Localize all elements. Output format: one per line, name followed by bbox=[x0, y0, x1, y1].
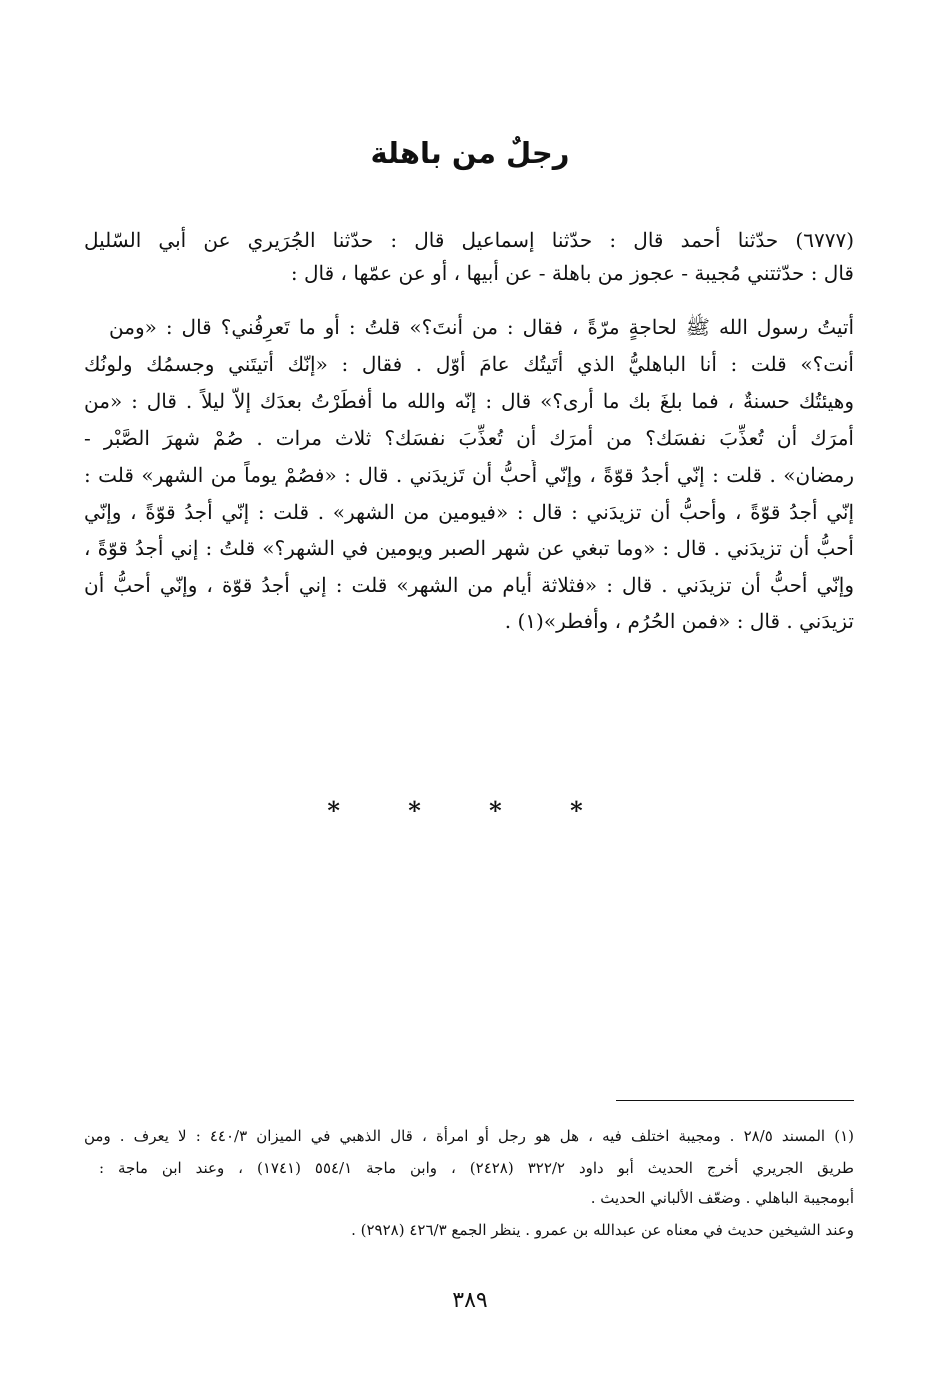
hadith-line: قال : حدّثتني مُجيبة - عجوز من باهلة - عن أبيها ، أو عن عمّها ، قال : bbox=[290, 261, 854, 285]
hadith-line: أنت؟» قلت : أنا الباهليُّ الذي أتَيتُك عامَ أوّل . فقال : «إنّك أتيتَني وجسمُك ولونُك bbox=[84, 352, 854, 376]
page-number: ٣٨٩ bbox=[452, 1288, 488, 1313]
hadith-line: أتيتُ رسول الله ﷺ لحاجةٍ مرّةً ، فقال : من أنتَ؟» قلتُ : أو ما تَعرِفُني؟ قال : «ومن bbox=[109, 315, 854, 339]
section-separator: * * * * bbox=[327, 796, 613, 825]
hadith-line: (٦٧٧٧) حدّثنا أحمد قال : حدّثنا إسماعيل قال : حدّثنا الجُرَيري عن أبي السّليل bbox=[84, 228, 854, 252]
footnote-divider bbox=[616, 1100, 854, 1101]
hadith-line: إنّي أجدُ قوّةً ، وأحبُّ أن تزيدَني : قال : «فيومين من الشهر» . قلت : إنّي أجدُ قوّةً ، وإنّي bbox=[84, 500, 854, 524]
hadith-line: تزيدَني . قال : «فمن الحُرُم ، وأفطر»(١) . bbox=[504, 609, 854, 633]
footnote-line: طريق الجريري أخرج الحديث أبو داود ٣٢٢/٢ (٢٤٢٨) ، وابن ماجة ٥٥٤/١ (١٧٤١) ، وعند ابن ماجة : bbox=[99, 1159, 854, 1177]
chapter-title: رجلٌ من باهلة bbox=[370, 136, 570, 170]
footnote-line: أبومجيبة الباهلي . وضعّف الألباني الحديث . bbox=[590, 1189, 854, 1207]
hadith-line: رمضان» . قلت : إنّي أجدُ قوّةً ، وإنّي أُحبُّ أن تَزيدَني . قال : «فصُمْ يوماً من الشهر» قلت : bbox=[84, 463, 854, 487]
hadith-line: وإنّي أحبُّ أن تزيدَني . قال : «فثلاثة أيام من الشهر» قلت : إني أجدُ قوّة ، وإنّي أحبُّ أن bbox=[84, 573, 854, 597]
hadith-line: أمرَك أن تُعذِّبَ نفسَك؟ من أمرَك أن تُعذِّبَ نفسَك؟ ثلاث مرات . صُمْ شهرَ الصَّبْر - bbox=[84, 426, 854, 450]
hadith-line: أحبُّ أن تزيدَني . قال : «وما تبغي عن شهر الصبر ويومين في الشهر؟» قلتُ : إني أجدُ قوّةً ، bbox=[84, 536, 854, 560]
footnote-line: وعند الشيخين حديث في معناه عن عبدالله بن عمرو . ينظر الجمع ٤٢٦/٣ (٢٩٢٨) . bbox=[351, 1221, 854, 1239]
footnote-line: (١) المسند ٢٨/٥ . ومجيبة اختلف فيه ، هل هو رجل أو امرأة ، قال الذهبي في الميزان ٤٤٠/٣ : لا يعرف . ومن bbox=[84, 1127, 854, 1145]
hadith-line: وهيئتُك حسنةٌ ، فما بلغَ بك ما أرى؟» قال : إنّه والله ما أفطَرْتُ بعدَك إلاّ ليلاً . قال : «من bbox=[84, 389, 854, 413]
